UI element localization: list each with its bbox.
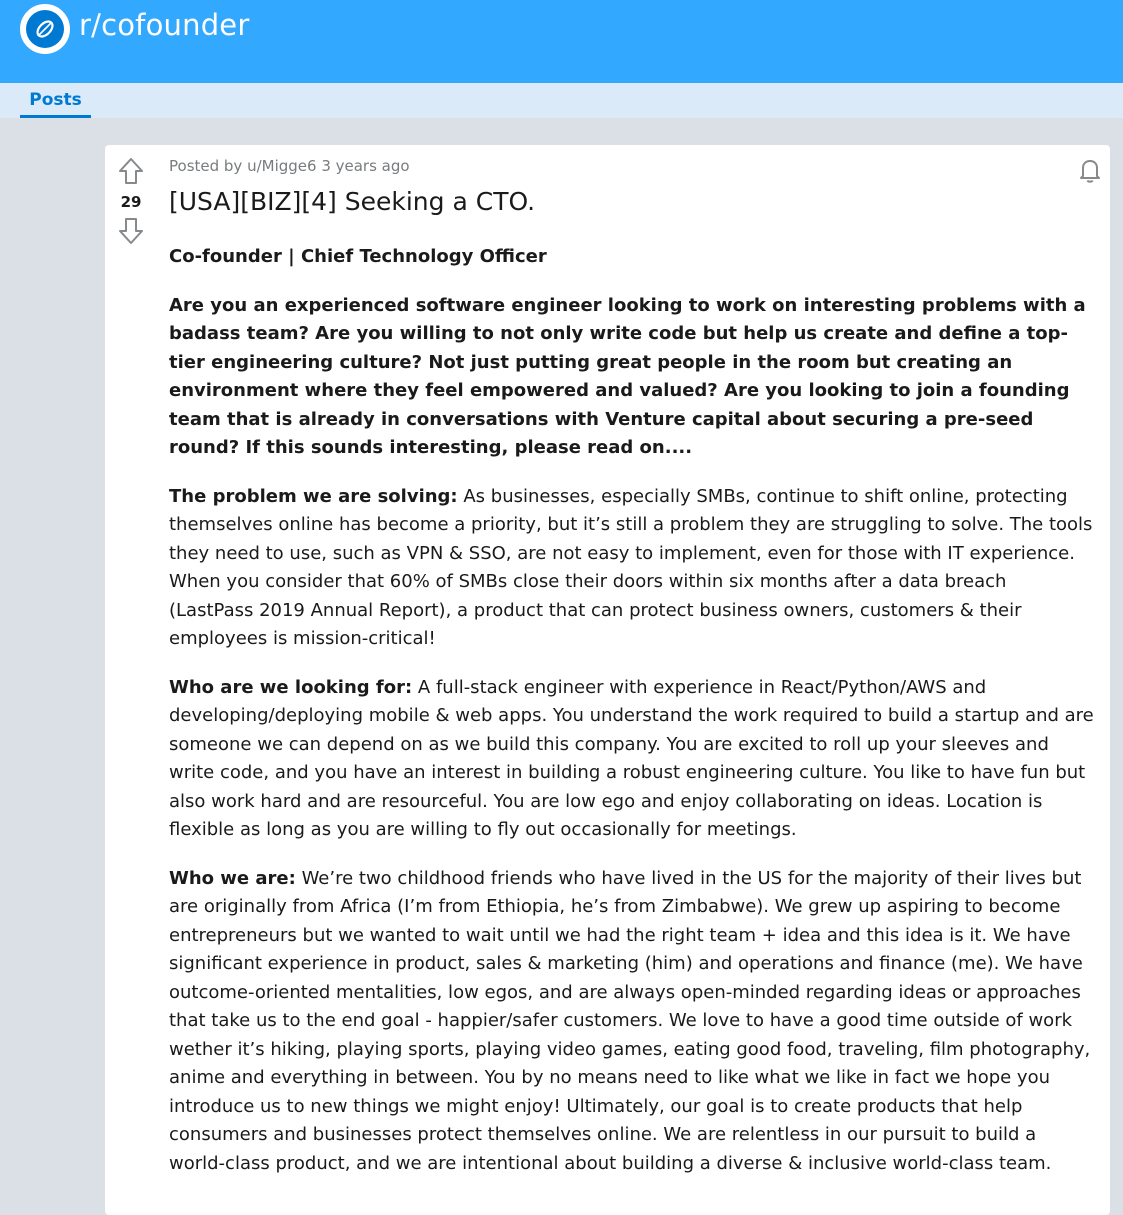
vote-count: 29 (120, 193, 142, 211)
subreddit-tab-bar (0, 83, 1123, 118)
post-intro: Are you an experienced software engineer looking to work on interesting problems with a badass team? Are you willing to not only write code but help us create and define a top-tier engineering culture? Not just putting great people in the room but creating an environment where they feel empowered and valued? Are you looking to join a founding team that is already in conversations with Venture capital about securing a pre-seed round? If this sounds interesting, please read on.... (169, 294, 1086, 458)
subreddit-logo-icon[interactable] (20, 4, 70, 54)
bell-icon[interactable] (1076, 156, 1104, 184)
section-who-we-are (169, 865, 1094, 1179)
section-heading: Who we are: (169, 867, 296, 889)
section-text: As businesses, especially SMBs, continue to shift online, protecting themselves online has become a priority, but it’s still a problem they are struggling to solve. The tools they need to use, such as VPN & SSO, are not easy to implement, even for those with IT experience. When you consider that 60% of SMBs close their doors within six months after a data breach (LastPass 2019 Annual Report), a product that can protect business owners, customers & their employees is mission-critical! (169, 485, 1093, 649)
post-card (105, 145, 1110, 1215)
section-problem (169, 483, 1094, 654)
section-text: We’re two childhood friends who have lived in the US for the majority of their lives but are originally from Africa (I’m from Ethiopia, he’s from Zimbabwe). We grew up aspiring to become entrepreneurs but we wanted to wait until we had the right team + idea and this idea is it. We have significant experience in product, sales & marketing (him) and operations and finance (me). We have outcome-oriented mentalities, low egos, and are always open-minded regarding ideas or approaches that take us to the end goal - happier/safer customers. We love to have a good time outside of work wether it’s hiking, playing sports, playing video games, eating good food, traveling, film photography, anime and everything in between. You by no means need to like what we like in fact we hope you introduce us to new things we might enjoy! Ultimately, our goal is to create products that help consumers and businesses protect themselves online. We are relentless in our pursuit to build a world-class product, and we are intentional about building a diverse & inclusive world-class team. (169, 867, 1091, 1174)
section-looking-for (169, 674, 1094, 845)
section-text: A full-stack engineer with experience in React/Python/AWS and developing/deploying mobile & web apps. You understand the work required to build a startup and are someone we can depend on as we build this company. You are excited to roll up your sleeves and write code, and you have an interest in building a robust engineering culture. You like to have fun but also work hard and are resourceful. You are low ego and enjoy collaborating on ideas. Location is flexible as long as you are willing to fly out occasionally for meetings. (169, 676, 1094, 840)
subreddit-header (0, 0, 1123, 83)
downvote-arrow-icon[interactable] (118, 217, 144, 245)
subreddit-name[interactable]: r/cofounder (79, 8, 250, 42)
vote-column (115, 157, 147, 245)
upvote-arrow-icon[interactable] (118, 157, 144, 185)
section-heading: Who are we looking for: (169, 676, 413, 698)
post-title[interactable]: [USA][BIZ][4] Seeking a CTO. (169, 187, 536, 216)
post-meta: Posted by u/Migge6 3 years ago (169, 157, 410, 175)
section-heading: The problem we are solving: (169, 485, 458, 507)
post-body (169, 243, 1094, 1198)
post-subtitle: Co-founder | Chief Technology Officer (169, 246, 547, 267)
tab-posts[interactable]: Posts (20, 83, 91, 118)
